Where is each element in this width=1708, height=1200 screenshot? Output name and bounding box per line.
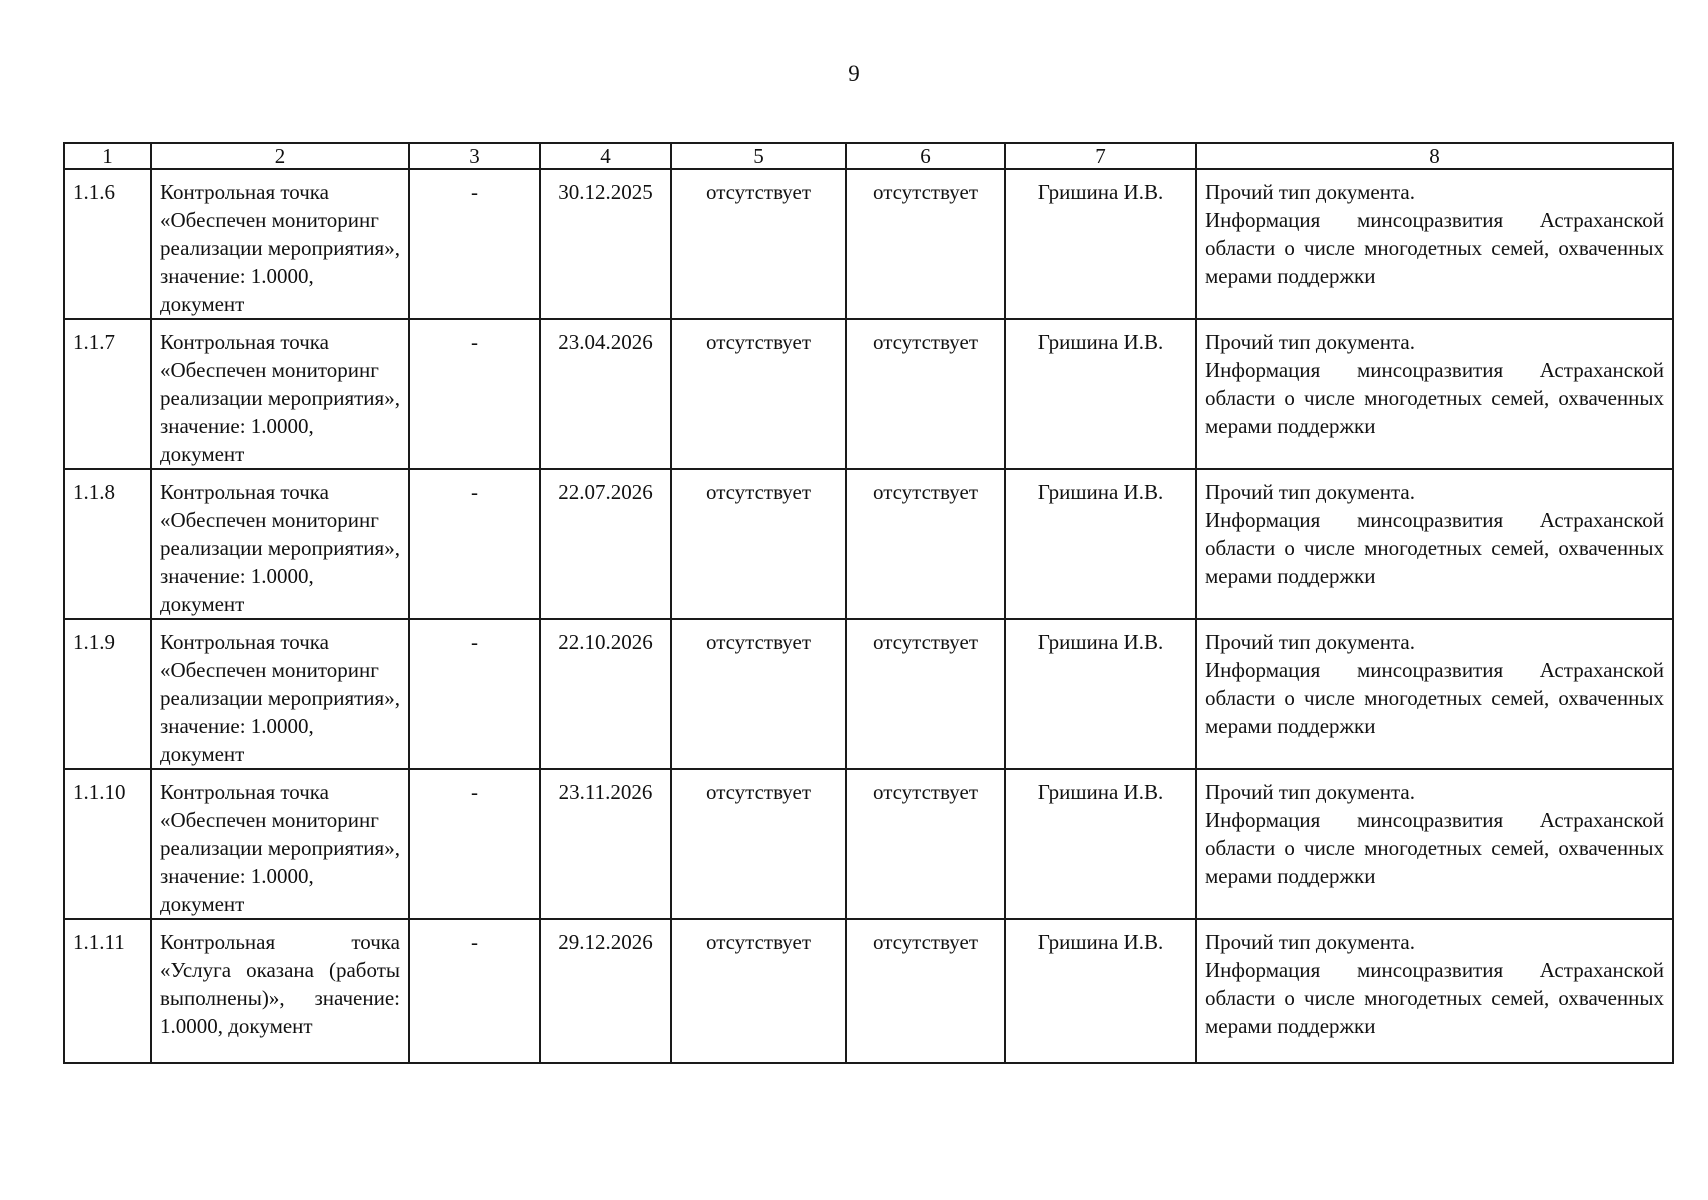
column-header-4: 4 (540, 143, 671, 169)
deadline-date: 29.12.2026 (540, 919, 671, 1063)
document-cell (1196, 769, 1673, 919)
cell-col5: отсутствует (671, 769, 846, 919)
cell-col5: отсутствует (671, 919, 846, 1063)
document-type: Прочий тип документа. (1205, 630, 1415, 654)
document-description: Информация минсоцразвития Астраханской области о числе многодетных семей, охваченных мерами поддержки (1205, 958, 1664, 1038)
control-point-name: Контрольная точка «Обеспечен мониторинг реализации мероприятия», значение: 1.0000, документ (151, 169, 409, 319)
table-row (64, 769, 1673, 919)
column-header-6: 6 (846, 143, 1005, 169)
cell-col3: - (409, 769, 540, 919)
responsible-person: Гришина И.В. (1005, 169, 1196, 319)
control-points-table (63, 142, 1674, 1064)
document-description: Информация минсоцразвития Астраханской области о числе многодетных семей, охваченных мерами поддержки (1205, 358, 1664, 438)
responsible-person: Гришина И.В. (1005, 319, 1196, 469)
responsible-person: Гришина И.В. (1005, 769, 1196, 919)
control-point-name: Контрольная точка «Обеспечен мониторинг реализации мероприятия», значение: 1.0000, документ (151, 769, 409, 919)
row-number: 1.1.7 (64, 319, 151, 469)
table-row (64, 469, 1673, 619)
row-number: 1.1.10 (64, 769, 151, 919)
deadline-date: 30.12.2025 (540, 169, 671, 319)
cell-col6: отсутствует (846, 169, 1005, 319)
control-point-name: Контрольная точка «Обеспечен мониторинг реализации мероприятия», значение: 1.0000, документ (151, 619, 409, 769)
deadline-date: 23.11.2026 (540, 769, 671, 919)
column-header-8: 8 (1196, 143, 1673, 169)
document-cell (1196, 319, 1673, 469)
row-number: 1.1.9 (64, 619, 151, 769)
responsible-person: Гришина И.В. (1005, 469, 1196, 619)
column-header-5: 5 (671, 143, 846, 169)
table-row (64, 619, 1673, 769)
cell-col3: - (409, 619, 540, 769)
document-type: Прочий тип документа. (1205, 780, 1415, 804)
deadline-date: 22.07.2026 (540, 469, 671, 619)
deadline-date: 22.10.2026 (540, 619, 671, 769)
row-number: 1.1.8 (64, 469, 151, 619)
page-number: 9 (848, 61, 860, 86)
control-point-name: Контрольная точка «Обеспечен мониторинг реализации мероприятия», значение: 1.0000, документ (151, 469, 409, 619)
document-type: Прочий тип документа. (1205, 930, 1415, 954)
cell-col5: отсутствует (671, 619, 846, 769)
document-type: Прочий тип документа. (1205, 480, 1415, 504)
cell-col5: отсутствует (671, 469, 846, 619)
responsible-person: Гришина И.В. (1005, 919, 1196, 1063)
cell-col3: - (409, 169, 540, 319)
document-description: Информация минсоцразвития Астраханской области о числе многодетных семей, охваченных мерами поддержки (1205, 208, 1664, 288)
document-description: Информация минсоцразвития Астраханской области о числе многодетных семей, охваченных мерами поддержки (1205, 658, 1664, 738)
cell-col6: отсутствует (846, 769, 1005, 919)
cell-col3: - (409, 319, 540, 469)
column-header-1: 1 (64, 143, 151, 169)
cell-col3: - (409, 469, 540, 619)
document-description: Информация минсоцразвития Астраханской области о числе многодетных семей, охваченных мерами поддержки (1205, 508, 1664, 588)
table-row (64, 319, 1673, 469)
document-cell (1196, 169, 1673, 319)
cell-col6: отсутствует (846, 919, 1005, 1063)
cell-col6: отсутствует (846, 469, 1005, 619)
table-row (64, 169, 1673, 319)
responsible-person: Гришина И.В. (1005, 619, 1196, 769)
column-header-7: 7 (1005, 143, 1196, 169)
column-header-2: 2 (151, 143, 409, 169)
row-number: 1.1.11 (64, 919, 151, 1063)
cell-col5: отсутствует (671, 169, 846, 319)
row-number: 1.1.6 (64, 169, 151, 319)
column-header-3: 3 (409, 143, 540, 169)
cell-col5: отсутствует (671, 319, 846, 469)
document-type: Прочий тип документа. (1205, 180, 1415, 204)
cell-col6: отсутствует (846, 619, 1005, 769)
document-cell (1196, 469, 1673, 619)
control-point-name: Контрольная точка «Услуга оказана (работы выполнены)», значение: 1.0000, документ (151, 919, 409, 1063)
cell-col3: - (409, 919, 540, 1063)
cell-col6: отсутствует (846, 319, 1005, 469)
table-header-row (64, 143, 1673, 169)
document-type: Прочий тип документа. (1205, 330, 1415, 354)
table-row (64, 919, 1673, 1063)
document-description: Информация минсоцразвития Астраханской области о числе многодетных семей, охваченных мерами поддержки (1205, 808, 1664, 888)
deadline-date: 23.04.2026 (540, 319, 671, 469)
control-point-name: Контрольная точка «Обеспечен мониторинг реализации мероприятия», значение: 1.0000, документ (151, 319, 409, 469)
document-cell (1196, 619, 1673, 769)
document-cell (1196, 919, 1673, 1063)
